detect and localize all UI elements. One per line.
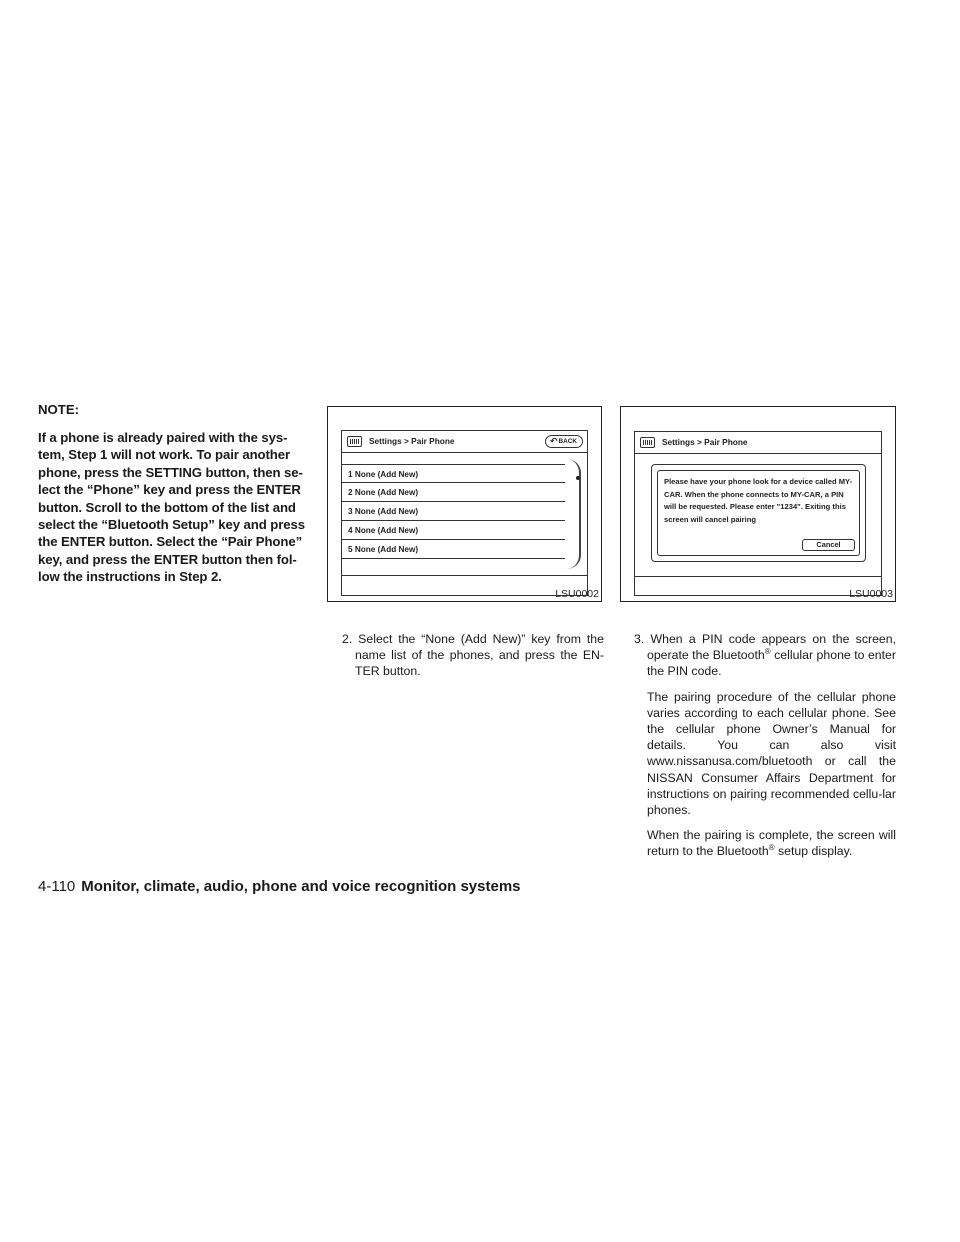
back-arrow-icon: ↶ [550, 436, 558, 446]
back-label: BACK [558, 438, 577, 445]
list-item[interactable]: 3 None (Add New) [342, 502, 565, 521]
list-item[interactable]: 5 None (Add New) [342, 540, 565, 559]
figure-caption: LSU0003 [849, 588, 893, 600]
dialog-message: Please have your phone look for a device called MY-CAR. When the phone connects to MY-CAR, a PIN will be requested. Please enter "1234". Exiting this screen will cancel pairing [664, 477, 853, 524]
note-body: If a phone is already paired with the sys-tem, Step 1 will not work. To pair another phone, press the SETTING button, then se-lect the “Phone” key and press the ENTER button. Scroll to the bottom of the list and select the “Bluetooth Setup” key and press the ENTER button. Select the “Pair Phone” key, and press the ENTER button then fol-low the instructions in Step 2. [38, 430, 305, 585]
screen-pair-phone-list [341, 430, 588, 596]
step-3-paragraph-2: The pairing procedure of the cellular phone varies according to each cellular phone. See the cellular phone Owner’s Manual for details. You can also visit www.nissanusa.com/bluetooth or call the NISSAN Consumer Affairs Department for instructions on pairing recommended cellu-lar phones. [647, 689, 896, 818]
registered-mark: ® [768, 843, 775, 853]
pairing-dialog-inner [657, 470, 860, 556]
screen-title: Settings > Pair Phone [662, 437, 748, 447]
section-title: Monitor, climate, audio, phone and voice recognition systems [81, 878, 521, 895]
screen-header [635, 432, 881, 454]
step-3-para3-before: When the pairing is complete, the screen will return to the Bluetooth [647, 828, 896, 859]
divider [342, 575, 587, 576]
figure-pin-dialog [620, 406, 896, 602]
list-item[interactable]: 2 None (Add New) [342, 483, 565, 502]
back-button[interactable] [545, 435, 583, 448]
page-footer [38, 878, 521, 896]
keyboard-icon [347, 436, 362, 447]
note-heading: NOTE: [38, 402, 80, 417]
step-2 [342, 631, 604, 680]
figure-caption: LSU0002 [555, 588, 599, 600]
cancel-button[interactable]: Cancel [802, 539, 855, 551]
list-item[interactable]: 1 None (Add New) [342, 464, 565, 483]
step-2-text: 2. Select the “None (Add New)” key from the name list of the phones, and press the EN-TER button. [342, 632, 604, 679]
step-3-text-before: 3. When a PIN code appears on the screen, operate the Bluetooth [634, 632, 896, 663]
keyboard-icon [640, 437, 655, 448]
step-3-text-after: cellular phone to enter the PIN code. [647, 648, 896, 679]
note-column [38, 401, 306, 586]
divider [635, 576, 881, 577]
step-3-para3-after: setup display. [774, 844, 853, 859]
phone-list [342, 464, 565, 559]
scroll-position-indicator [576, 476, 580, 480]
step-3 [634, 631, 896, 860]
step-3-paragraph-3 [634, 827, 896, 859]
page-number: 4-110 [38, 878, 76, 895]
pairing-dialog [651, 464, 866, 562]
screen-title: Settings > Pair Phone [369, 436, 455, 446]
list-item[interactable]: 4 None (Add New) [342, 521, 565, 540]
screen-header [342, 431, 587, 453]
step-3-text [634, 631, 896, 680]
screen-pin-dialog [634, 431, 882, 596]
registered-mark: ® [764, 647, 771, 657]
figure-pair-phone-list [327, 406, 602, 602]
